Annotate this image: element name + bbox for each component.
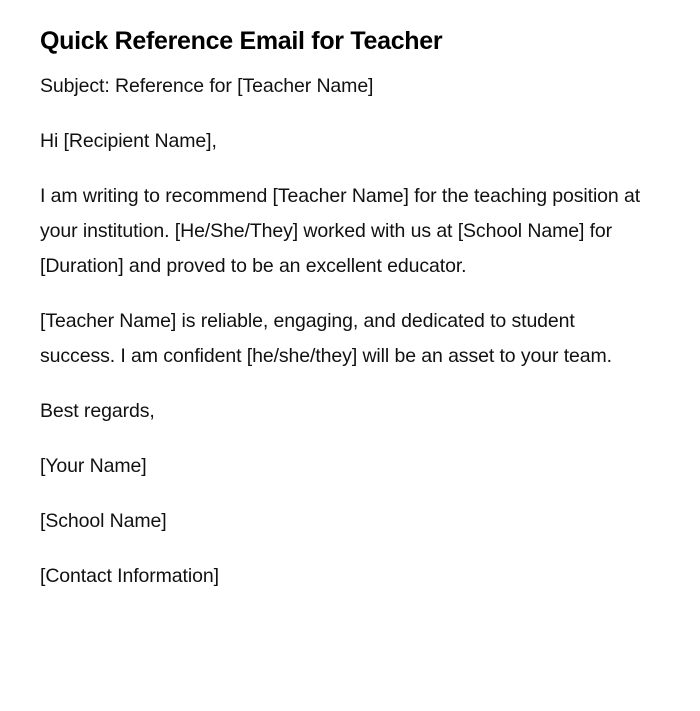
- email-subject: Subject: Reference for [Teacher Name]: [40, 75, 374, 97]
- document-title: Quick Reference Email for Teacher: [40, 27, 443, 55]
- email-closing: Best regards,: [40, 400, 155, 422]
- signature-school: [School Name]: [40, 510, 167, 532]
- body-paragraph-recommendation: I am writing to recommend [Teacher Name] for the teaching position at your institution. [He/She/They] worked with us at [School Name] for [Duration] and proved to be an excellent educator.: [40, 185, 641, 277]
- signature-name: [Your Name]: [40, 455, 147, 477]
- email-greeting: Hi [Recipient Name],: [40, 130, 217, 152]
- signature-contact: [Contact Information]: [40, 565, 219, 587]
- body-paragraph-qualities: [Teacher Name] is reliable, engaging, and dedicated to student success. I am confident [he/she/they] will be an asset to your team.: [40, 310, 612, 367]
- email-document: [40, 24, 650, 614]
